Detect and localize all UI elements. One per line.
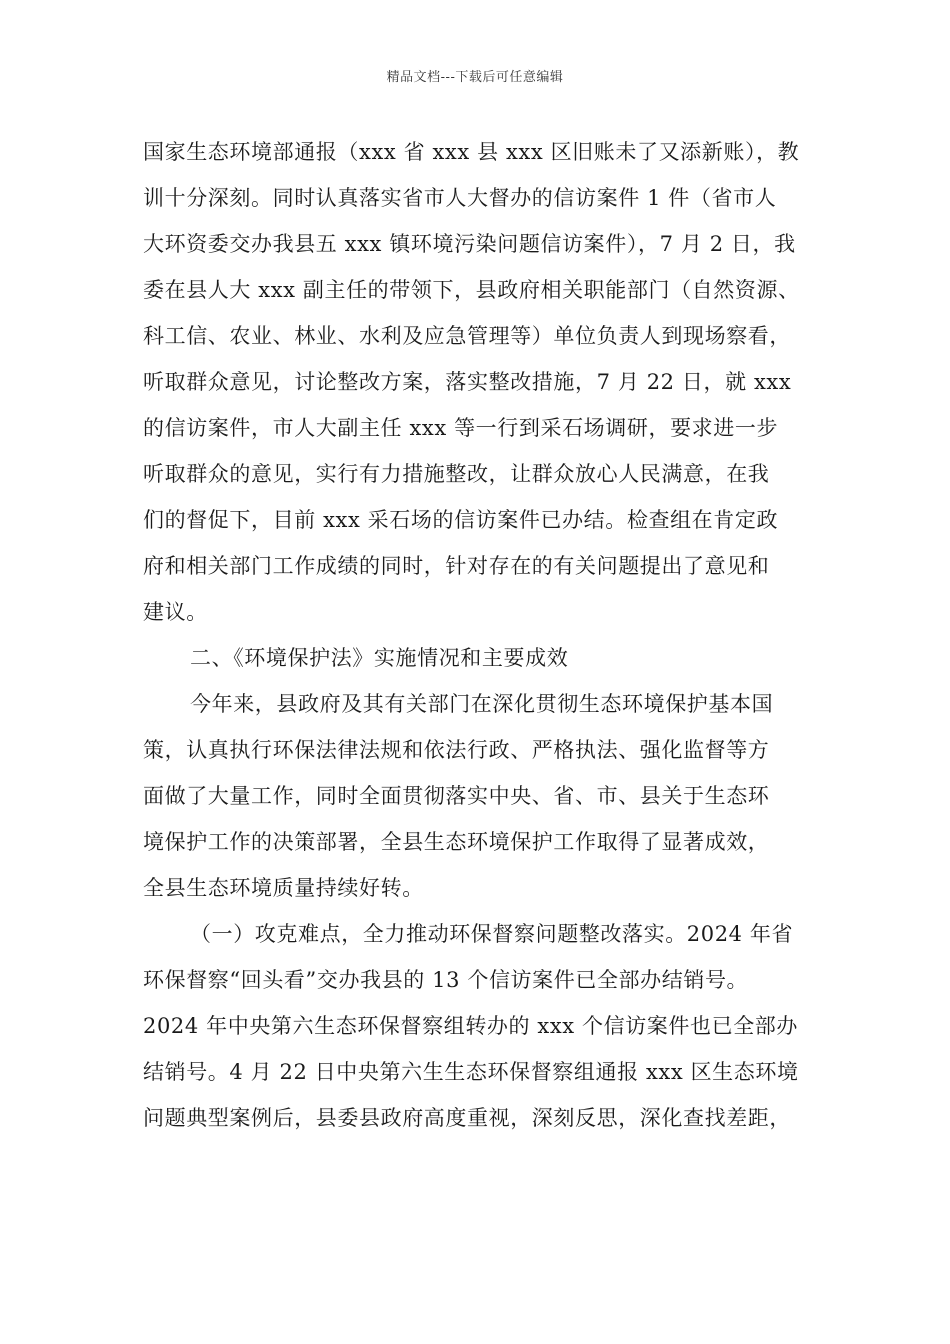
text-line-21: 结销号。4 月 22 日中央第六生生态环保督察组通报 xxx 区生态环境 — [143, 1060, 799, 1084]
text-line-3: 大环资委交办我县五 xxx 镇环境污染问题信访案件），7 月 2 日，我 — [143, 232, 796, 256]
text-line-7: 的信访案件，市人大副主任 xxx 等一行到采石场调研，要求进一步 — [143, 416, 779, 440]
text-line-15: 面做了大量工作，同时全面贯彻落实中央、省、市、县关于生态环 — [143, 784, 770, 808]
page-header: 精品文档---下载后可任意编辑 — [386, 70, 564, 85]
text-line-8: 听取群众的意见，实行有力措施整改，让群众放心人民满意，在我 — [143, 462, 770, 486]
text-line-5: 科工信、农业、林业、水利及应急管理等）单位负责人到现场察看， — [143, 324, 791, 348]
text-line-19: 环保督察“回头看”交办我县的 13 个信访案件已全部办结销号。 — [143, 968, 749, 992]
text-line-22: 问题典型案例后，县委县政府高度重视，深刻反思，深化查找差距， — [143, 1106, 791, 1130]
text-line-17: 全县生态环境质量持续好转。 — [143, 876, 424, 900]
section-heading: 二、《环境保护法》实施情况和主要成效 — [190, 646, 569, 670]
subsection-heading: （一）攻克难点，全力推动环保督察问题整改落实。2024 年省 — [190, 922, 794, 946]
text-line-2: 训十分深刻。同时认真落实省市人大督办的信访案件 1 件（省市人 — [143, 186, 777, 210]
text-line-6: 听取群众意见，讨论整改方案，落实整改措施，7 月 22 日，就 xxx — [143, 370, 792, 394]
text-line-4: 委在县人大 xxx 副主任的带领下，县政府相关职能部门（自然资源、 — [143, 278, 800, 302]
text-line-14: 策，认真执行环保法律法规和依法行政、严格执法、强化监督等方 — [143, 738, 770, 762]
text-line-10: 府和相关部门工作成绩的同时，针对存在的有关问题提出了意见和 — [143, 554, 770, 578]
text-line-1: 国家生态环境部通报（xxx 省 xxx 县 xxx 区旧账未了又添新账），教 — [143, 140, 800, 164]
text-line-11: 建议。 — [143, 600, 208, 624]
text-line-13: 今年来，县政府及其有关部门在深化贯彻生态环境保护基本国 — [190, 692, 774, 716]
text-line-9: 们的督促下，目前 xxx 采石场的信访案件已办结。检查组在肯定政 — [143, 508, 779, 532]
text-line-16: 境保护工作的决策部署，全县生态环境保护工作取得了显著成效， — [143, 830, 770, 854]
text-line-20: 2024 年中央第六生态环保督察组转办的 xxx 个信访案件也已全部办 — [143, 1014, 798, 1038]
